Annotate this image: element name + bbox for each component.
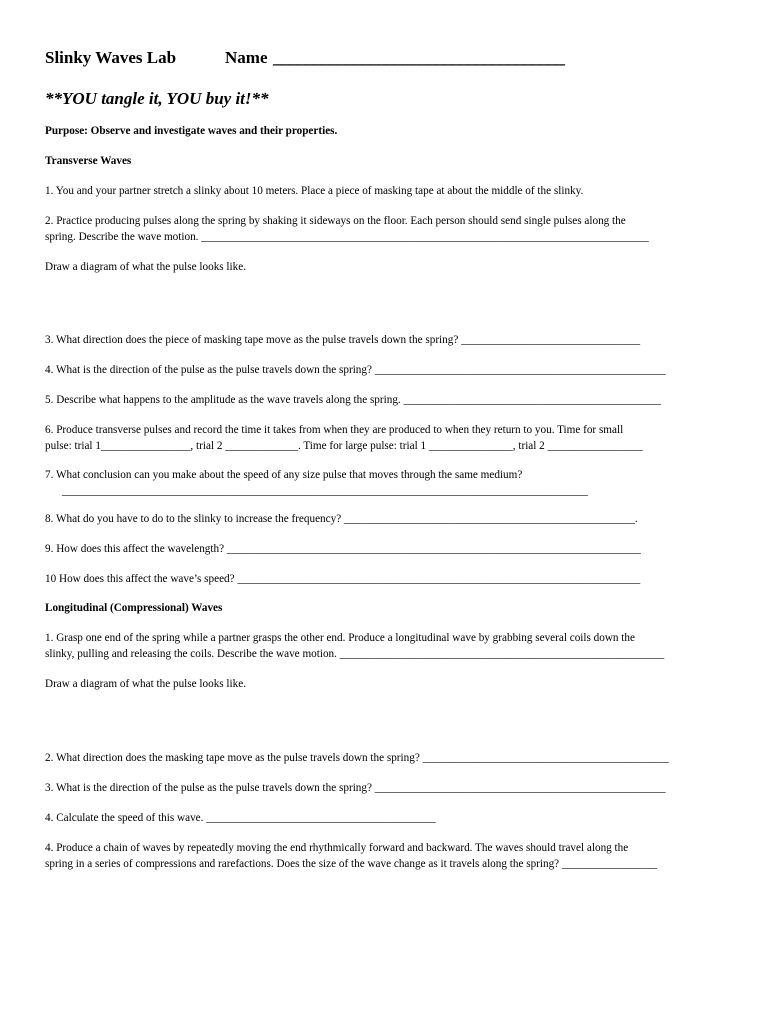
transverse-question-10[interactable]: 10 How does this affect the wave’s speed? ________________________________________________________________________	[45, 573, 641, 585]
transverse-question-7-line-1: 7. What conclusion can you make about the speed of any size pulse that moves through the same medium?	[45, 469, 523, 481]
transverse-draw-prompt: Draw a diagram of what the pulse looks like.	[45, 261, 247, 273]
motto: **YOU tangle it, YOU buy it!**	[45, 89, 269, 108]
purpose: Purpose: Observe and investigate waves and their properties.	[45, 125, 338, 137]
transverse-question-4[interactable]: 4. What is the direction of the pulse as the pulse travels down the spring? ____________________________________________________	[45, 364, 666, 376]
transverse-question-8[interactable]: 8. What do you have to do to the slinky to increase the frequency? ____________________________________________________.	[45, 513, 638, 525]
longitudinal-question-1-line-1: 1. Grasp one end of the spring while a partner grasps the other end. Produce a longitudinal wave by grabbing several coils down the	[45, 632, 635, 644]
section-heading-transverse: Transverse Waves	[45, 155, 132, 167]
longitudinal-question-2[interactable]: 2. What direction does the masking tape move as the pulse travels down the spring? ____________________________________________	[45, 752, 669, 764]
transverse-question-2-line-2[interactable]: spring. Describe the wave motion. ________________________________________________________________________________	[45, 231, 649, 243]
longitudinal-question-3[interactable]: 3. What is the direction of the pulse as the pulse travels down the spring? ____________________________________________________	[45, 782, 666, 794]
section-heading-longitudinal: Longitudinal (Compressional) Waves	[45, 602, 223, 614]
transverse-question-6-line-2[interactable]: pulse: trial 1________________, trial 2 _____________. Time for large pulse: trial 1 _______________, trial 2 _________________	[45, 440, 643, 452]
longitudinal-question-5-line-2[interactable]: spring in a series of compressions and rarefactions. Does the size of the wave change as it travels along the spring? _________________	[45, 858, 658, 870]
longitudinal-question-4[interactable]: 4. Calculate the speed of this wave. _________________________________________	[45, 812, 436, 824]
header-row	[45, 47, 565, 69]
transverse-question-1: 1. You and your partner stretch a slinky about 10 meters. Place a piece of masking tape at about the middle of the slinky.	[45, 185, 584, 197]
longitudinal-question-1-line-2[interactable]: slinky, pulling and releasing the coils. Describe the wave motion. __________________________________________________________	[45, 648, 665, 660]
page-title: Slinky Waves Lab	[45, 48, 177, 67]
transverse-question-9[interactable]: 9. How does this affect the wavelength? __________________________________________________________________________	[45, 543, 641, 555]
longitudinal-question-5-line-1: 4. Produce a chain of waves by repeatedly moving the end rhythmically forward and backward. The waves should travel along the	[45, 842, 629, 854]
transverse-question-2-line-1: 2. Practice producing pulses along the spring by shaking it sideways on the floor. Each person should send single pulses along the	[45, 215, 626, 227]
longitudinal-draw-prompt: Draw a diagram of what the pulse looks like.	[45, 678, 247, 690]
name-blank[interactable]: ____________________________________	[273, 48, 565, 67]
name-label: Name	[225, 48, 268, 67]
transverse-question-5[interactable]: 5. Describe what happens to the amplitude as the wave travels along the spring. ______________________________________________	[45, 394, 661, 406]
transverse-question-6-line-1: 6. Produce transverse pulses and record the time it takes from when they are produced to when they return to you. Time for small	[45, 424, 624, 436]
transverse-question-3[interactable]: 3. What direction does the piece of masking tape move as the pulse travels down the spring? ________________________________	[45, 334, 641, 346]
transverse-question-7-line-2[interactable]: ______________________________________________________________________________________________	[62, 485, 588, 497]
